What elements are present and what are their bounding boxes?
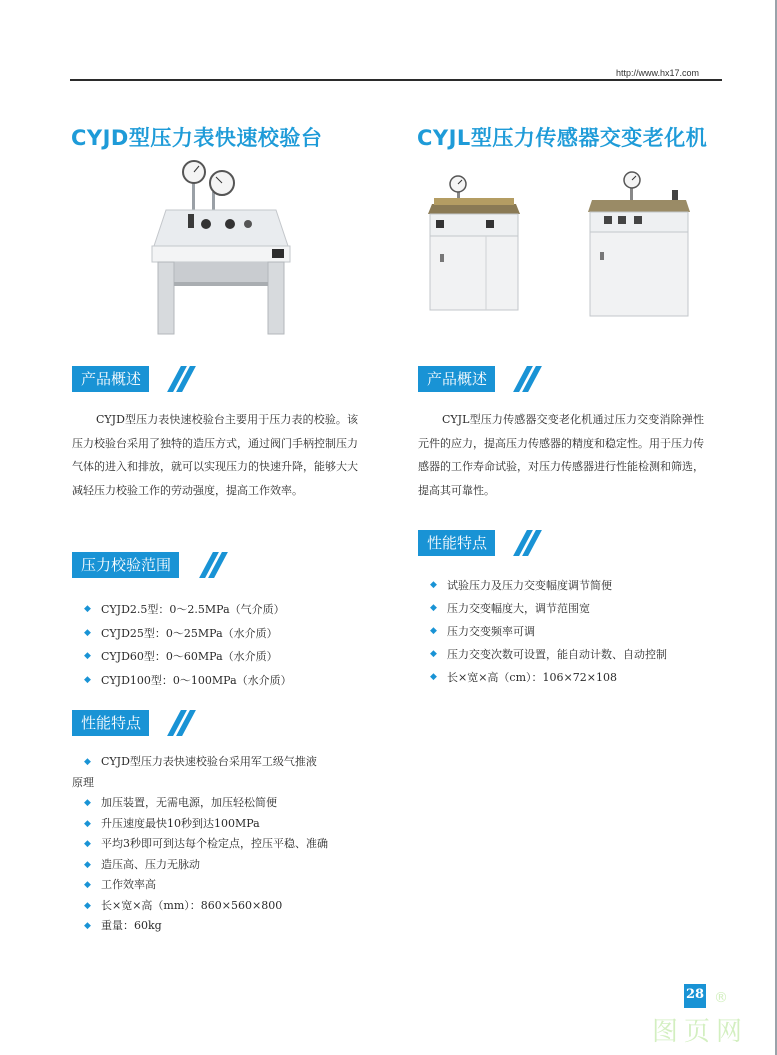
left-overview-text: CYJD型压力表快速校验台主要用于压力表的校验。该压力校验台采用了独特的造压方式，通过阀门手柄控制压力气体的进入和排放，就可以实现压力的快速升降，能够大大减轻压力校验工作的劳动强度，提高工作效率。 (72, 413, 358, 497)
diamond-bullet-icon: ◆ (84, 798, 91, 808)
diamond-bullet-icon: ◆ (84, 900, 91, 911)
list-item: ◆ CYJD100型：0～100MPa（水介质） (84, 669, 292, 693)
list-item: ◆ CYJD2.5型：0～2.5MPa（气介质） (84, 598, 292, 622)
diamond-bullet-icon: ◆ (84, 921, 91, 931)
watermark-logo: 图页网 (652, 1017, 749, 1047)
aging-machine-photo-1 (426, 174, 522, 312)
list-item: ◆ 压力交变幅度大，调节范围宽 (430, 597, 667, 620)
left-features-list (72, 752, 317, 793)
diamond-bullet-icon: ◆ (84, 818, 91, 829)
left-overview-label: 产品概述 (72, 366, 149, 392)
right-overview-label: 产品概述 (418, 366, 495, 392)
diamond-bullet-icon: ◆ (84, 604, 91, 614)
right-features-list (430, 574, 667, 689)
header-rule (70, 79, 722, 81)
diamond-bullet-icon: ◆ (430, 603, 437, 613)
diamond-bullet-icon: ◆ (84, 880, 91, 890)
list-item: ◆ 压力交变次数可设置，能自动计数、自动控制 (430, 643, 667, 666)
watermark-registered-icon: ® (714, 990, 728, 1006)
list-item: ◆ CYJD60型：0～60MPa（水介质） (84, 645, 292, 669)
header-url: http://www.hx17.com (616, 68, 700, 78)
list-item: ◆ 造压高、压力无脉动 (84, 855, 328, 876)
right-features-label: 性能特点 (418, 530, 495, 556)
diamond-bullet-icon: ◆ (84, 859, 91, 870)
aging-machine-photo-2 (586, 170, 692, 318)
right-product-title: CYJL型压力传感器交变老化机 (417, 126, 708, 150)
left-range-label: 压力校验范围 (72, 552, 179, 578)
list-item: ◆ CYJD型压力表快速校验台采用军工级气推液 (72, 752, 317, 773)
left-product-title: CYJD型压力表快速校验台 (71, 126, 323, 150)
right-overview-text: CYJL型压力传感器交变老化机通过压力交变消除弹性元件的应力，提高压力传感器的精度和稳定性。用于压力传感器的工作寿命试验，对压力传感器进行性能检测和筛选，提高其可靠性。 (418, 413, 704, 497)
diamond-bullet-icon: ◆ (84, 674, 91, 685)
list-item: ◆ CYJD25型：0～25MPa（水介质） (84, 622, 292, 646)
list-item: ◆ 平均3秒即可到达每个检定点，控压平稳、准确 (84, 834, 328, 855)
left-range-list (84, 598, 292, 692)
list-item: ◆ 压力交变频率可调 (430, 620, 667, 643)
diamond-bullet-icon: ◆ (84, 839, 91, 849)
left-features-list-2 (84, 793, 328, 937)
diamond-bullet-icon: ◆ (430, 649, 437, 659)
diamond-bullet-icon: ◆ (84, 627, 91, 638)
page-number: 28 (684, 984, 706, 1006)
diamond-bullet-icon: ◆ (430, 672, 437, 682)
left-features-label: 性能特点 (72, 710, 149, 736)
page-number-underline (684, 1006, 706, 1008)
diamond-bullet-icon: ◆ (84, 757, 91, 767)
list-item: ◆ 升压速度最快10秒到达100MPa (84, 814, 328, 835)
list-item: ◆ 工作效率高 (84, 875, 328, 896)
list-item: ◆ 重量：60kg (84, 916, 328, 937)
list-item-continuation: 原理 (72, 775, 94, 789)
list-item: ◆ 长×宽×高（cm）：106×72×108 (430, 666, 667, 689)
list-item: ◆ 长×宽×高（mm）：860×560×800 (84, 896, 328, 917)
diamond-bullet-icon: ◆ (430, 580, 437, 590)
calibration-bench-photo (148, 158, 294, 336)
diamond-bullet-icon: ◆ (430, 626, 437, 636)
list-item: ◆ 加压装置，无需电源，加压轻松简便 (84, 793, 328, 814)
list-item: ◆ 试验压力及压力交变幅度调节简便 (430, 574, 667, 597)
diamond-bullet-icon: ◆ (84, 651, 91, 661)
